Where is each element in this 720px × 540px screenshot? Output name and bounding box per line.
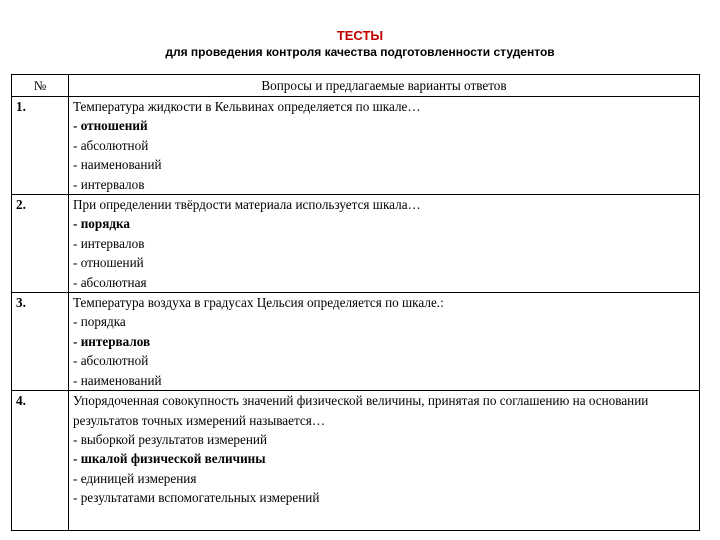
column-header-number: № [12, 75, 69, 97]
question-number: 1. [12, 97, 69, 195]
question-text: Температура жидкости в Кельвинах определяется по шкале… [73, 99, 421, 114]
answer-option: - абсолютной [73, 353, 149, 369]
question-cell [69, 97, 700, 195]
answer-option: - абсолютной [73, 137, 149, 153]
question-cell [69, 195, 700, 293]
question-cell [69, 391, 700, 531]
answer-option: - результатами вспомогательных измерений [73, 490, 320, 506]
answer-option: - выборкой результатов измерений [73, 431, 268, 447]
question-text: Упорядоченная совокупность значений физической величины, принятая по соглашению на основании результатов точных измерений называется… [73, 393, 649, 428]
answer-option: - интервалов [73, 235, 145, 251]
answer-option-correct: - отношений [73, 118, 148, 134]
question-text: При определении твёрдости материала используется шкала… [73, 197, 421, 213]
questions-table [11, 74, 700, 531]
answer-option: - порядка [73, 314, 126, 330]
answer-option: - абсолютная [73, 274, 147, 290]
table-row [12, 195, 700, 293]
answer-option-correct: - интервалов [73, 333, 151, 349]
answer-option: - отношений [73, 255, 144, 271]
answer-option: - интервалов [73, 176, 145, 192]
question-number: 3. [12, 293, 69, 391]
answer-option: - единицей измерения [73, 470, 197, 486]
document-title: ТЕСТЫ [336, 28, 384, 43]
answer-option: - наименований [73, 157, 162, 173]
answer-option-correct: - порядка [73, 216, 131, 232]
question-cell [69, 293, 700, 391]
answer-option-correct: - шкалой физической величины [73, 451, 266, 467]
document-subtitle: для проведения контроля качества подготовленности студентов [165, 45, 555, 59]
answer-option: - наименований [73, 372, 162, 388]
table-row [12, 293, 700, 391]
table-row [12, 97, 700, 195]
column-header-questions: Вопросы и предлагаемые варианты ответов [69, 75, 700, 97]
table-header-row [12, 75, 700, 97]
question-text: Температура воздуха в градусах Цельсия определяется по шкале.: [73, 295, 444, 311]
table-row [12, 391, 700, 531]
question-number: 2. [12, 195, 69, 293]
question-number: 4. [12, 391, 69, 531]
